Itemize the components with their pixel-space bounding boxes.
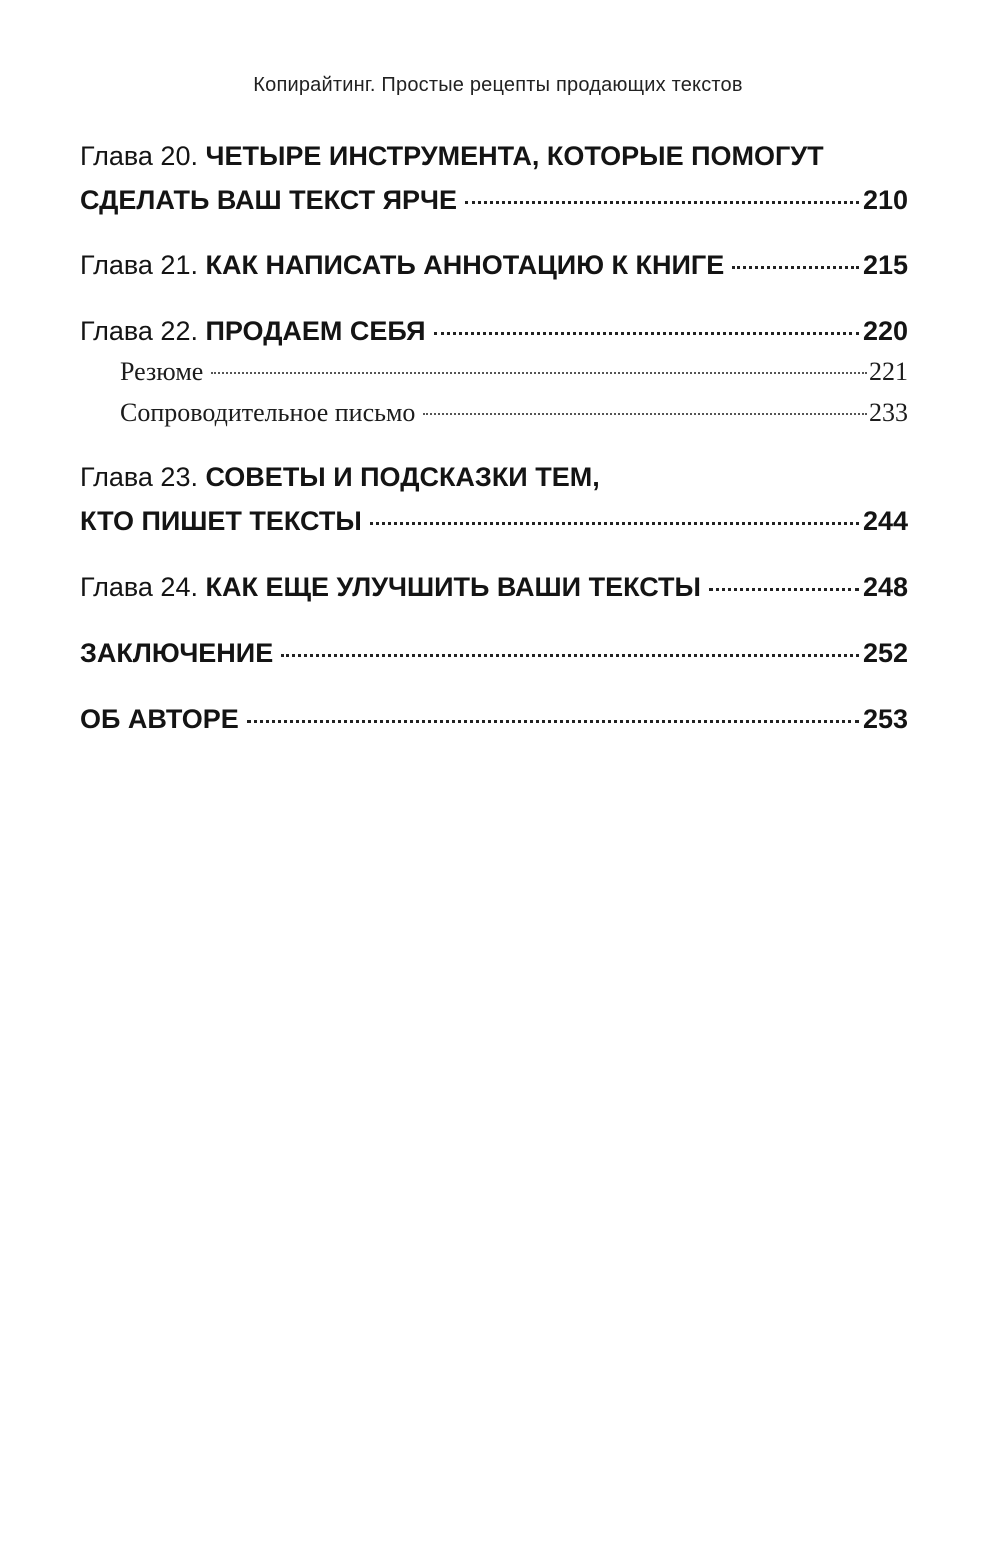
page-number: 220 [862,316,908,346]
chapter-title: ПРОДАЕМ СЕБЯ [205,316,426,346]
toc-entry-chapter-21[interactable] [80,243,908,287]
page-number: 252 [862,638,908,668]
chapter-prefix: Глава 24. [80,572,198,602]
chapter-title: КАК ЕЩЕ УЛУЧШИТЬ ВАШИ ТЕКСТЫ [205,572,701,602]
section-title: ОБ АВТОРЕ [80,704,239,734]
toc-line [120,393,908,433]
dot-leader [247,720,859,723]
dot-leader [281,654,859,657]
toc-line [80,178,908,222]
chapter-title: ЧЕТЫРЕ ИНСТРУМЕНТА, КОТОРЫЕ ПОМОГУТ [205,141,824,171]
toc-line [80,134,908,178]
toc-line [80,565,908,609]
chapter-prefix: Глава 23. [80,462,198,492]
toc-subentry-cover-letter[interactable] [120,393,908,433]
page-number: 253 [862,704,908,734]
running-head: Копирайтинг. Простые рецепты продающих текстов [253,74,743,96]
chapter-prefix: Глава 22. [80,316,198,346]
toc-line [80,697,908,741]
toc-entry-chapter-22[interactable] [80,309,908,353]
toc-subentry-resume[interactable] [120,352,908,392]
subsection-title: Сопроводительное письмо [120,398,416,427]
dot-leader [370,522,859,525]
page-number: 221 [869,357,908,386]
toc-line [80,631,908,675]
chapter-title-continued: КТО ПИШЕТ ТЕКСТЫ [80,506,362,536]
toc-entry-conclusion[interactable] [80,631,908,675]
dot-leader [732,266,859,269]
page-number: 244 [862,506,908,536]
dot-leader [211,372,867,374]
page-number: 215 [862,250,908,280]
toc-entry-about-author[interactable] [80,697,908,741]
page-number: 233 [869,398,908,427]
toc-line [80,243,908,287]
toc-entry-chapter-20[interactable] [80,134,908,222]
dot-leader [434,332,859,335]
toc-line [80,499,908,543]
toc-line [80,455,908,499]
section-title: ЗАКЛЮЧЕНИЕ [80,638,274,668]
page-number: 248 [862,572,908,602]
toc-entry-chapter-24[interactable] [80,565,908,609]
chapter-title: СОВЕТЫ И ПОДСКАЗКИ ТЕМ, [205,462,600,492]
toc-line [120,352,908,392]
toc-entry-chapter-23[interactable] [80,455,908,543]
chapter-prefix: Глава 20. [80,141,198,171]
dot-leader [423,413,867,415]
toc-line [80,309,908,353]
dot-leader [709,588,859,591]
dot-leader [465,201,859,204]
page-number: 210 [862,185,908,215]
chapter-title-continued: СДЕЛАТЬ ВАШ ТЕКСТ ЯРЧЕ [80,185,458,215]
chapter-title: КАК НАПИСАТЬ АННОТАЦИЮ К КНИГЕ [205,250,725,280]
subsection-title: Резюме [120,357,204,386]
chapter-prefix: Глава 21. [80,250,198,280]
